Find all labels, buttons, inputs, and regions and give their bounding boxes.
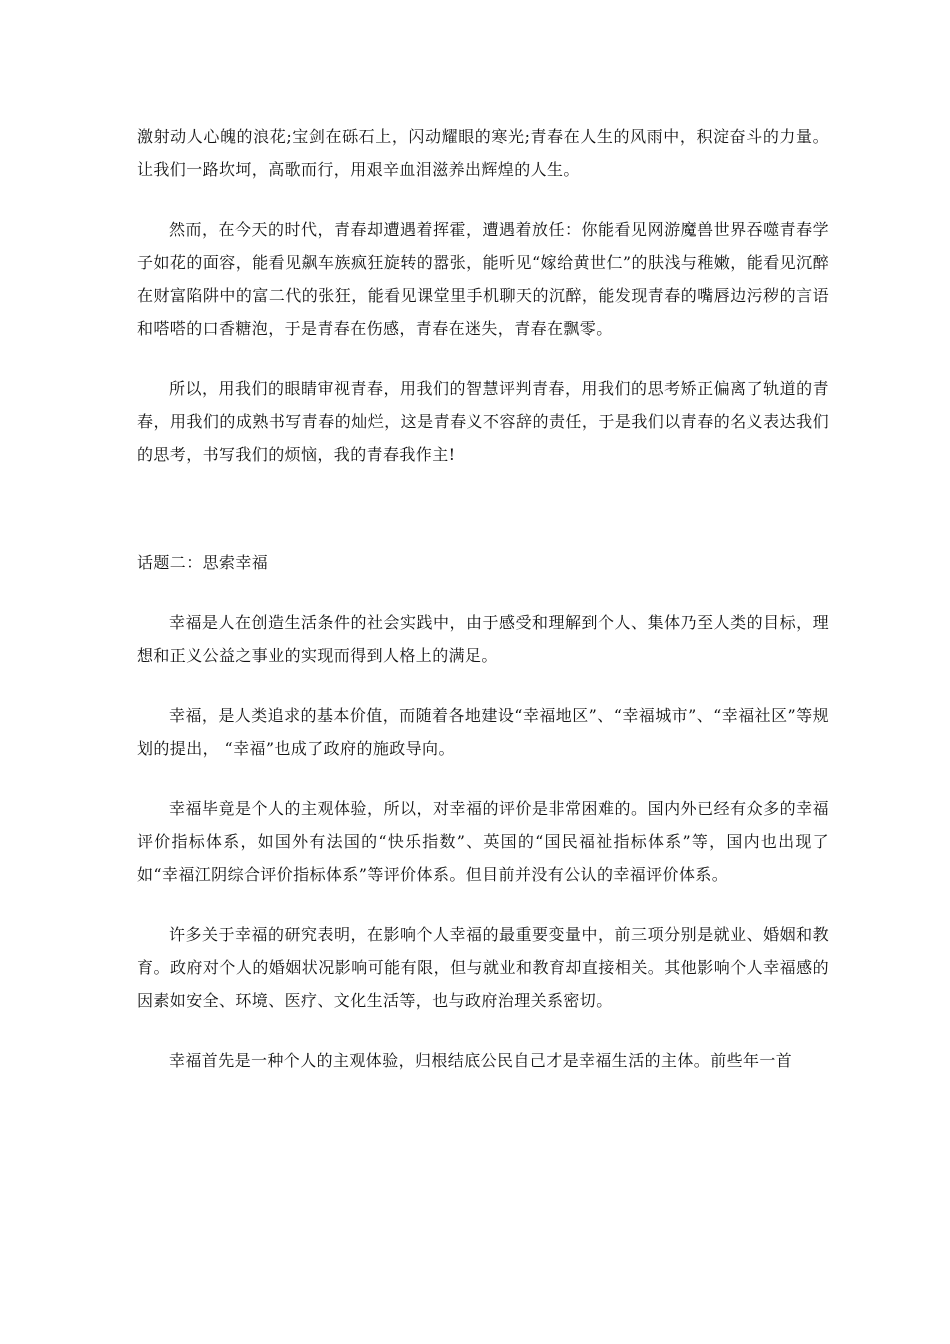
paragraph-happiness-1: 幸福是人在创造生活条件的社会实践中，由于感受和理解到个人、集体乃至人类的目标，理想和正义公益之事业的实现而得到人格上的满足。 xyxy=(137,613,829,665)
paragraph-happiness-5: 幸福首先是一种个人的主观体验，归根结底公民自己才是幸福生活的主体。前些年一首 xyxy=(169,1051,793,1070)
paragraph-happiness-2: 幸福，是人类追求的基本价值，而随着各地建设“幸福地区”、“幸福城市”、“幸福社区”等规划的提出， “幸福”也成了政府的施政导向。 xyxy=(137,706,829,758)
paragraph-happiness-4: 许多关于幸福的研究表明，在影响个人幸福的最重要变量中，前三项分别是就业、婚姻和教育。政府对个人的婚姻状况影响可能有限，但与就业和教育却直接相关。其他影响个人幸福感的因素如安全、环境、医疗、文化生活等，也与政府治理关系密切。 xyxy=(137,925,829,1010)
section-heading-topic-2: 话题二：思索幸福 xyxy=(137,553,269,572)
paragraph-youth-3: 所以，用我们的眼睛审视青春，用我们的智慧评判青春，用我们的思考矫正偏离了轨道的青春，用我们的成熟书写青春的灿烂，这是青春义不容辞的责任，于是我们以青春的名义表达我们的思考，书写我们的烦恼，我的青春我作主! xyxy=(137,379,829,464)
paragraph-youth-1: 激射动人心魄的浪花;宝剑在砾石上，闪动耀眼的寒光;青春在人生的风雨中，积淀奋斗的力量。让我们一路坎坷，高歌而行，用艰辛血泪滋养出辉煌的人生。 xyxy=(137,127,829,179)
paragraph-youth-2: 然而，在今天的时代，青春却遭遇着挥霍，遭遇着放任：你能看见网游魔兽世界吞噬青春学子如花的面容，能看见飙车族疯狂旋转的嚣张，能听见“嫁给黄世仁”的肤浅与稚嫩，能看见沉醉在财富陷阱中的富二代的张狂，能看见课堂里手机聊天的沉醉，能发现青春的嘴唇边污秽的言语和嗒嗒的口香糖泡，于是青春在伤感，青春在迷失，青春在飘零。 xyxy=(137,220,829,338)
paragraph-happiness-3: 幸福毕竟是个人的主观体验，所以，对幸福的评价是非常困难的。国内外已经有众多的幸福评价指标体系，如国外有法国的“快乐指数”、英国的“国民福祉指标体系”等，国内也出现了如“幸福江阴综合评价指标体系”等评价体系。但目前并没有公认的幸福评价体系。 xyxy=(137,799,829,884)
document-body xyxy=(137,120,829,1104)
